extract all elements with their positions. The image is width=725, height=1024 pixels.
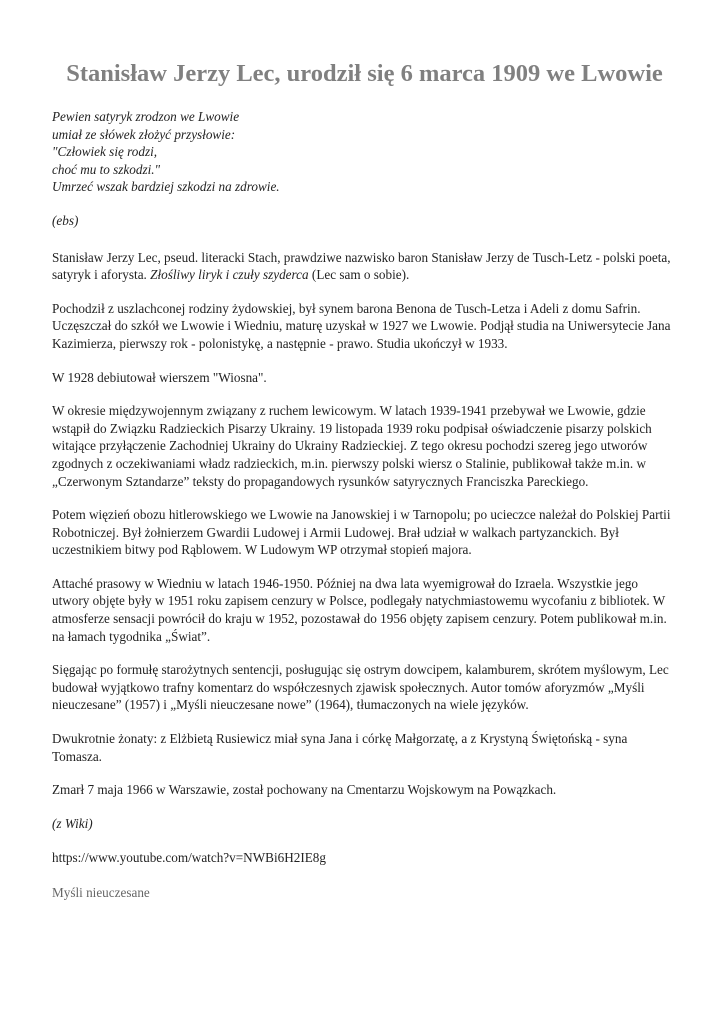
page-title: Stanisław Jerzy Lec, urodził się 6 marca 1909 we Lwowie <box>66 60 663 87</box>
intro-text: Stanisław Jerzy Lec, pseud. literacki Stach, prawdziwe nazwisko baron Stanisław Jerzy de Tusch-Letz - polski poeta, satyryk i aforysta. <box>52 249 671 283</box>
footer-category: Myśli nieuczesane <box>52 885 150 900</box>
poem-line: choć mu to szkodzi." <box>52 161 161 177</box>
paragraph-debut: W 1928 debiutował wierszem "Wiosna". <box>52 369 267 385</box>
paragraph-aphorisms: Sięgając po formułę starożytnych sentencji, posługując się ostrym dowcipem, kalamburem, skrótem myślowym, Lec budował wyjątkowo trafny komentarz do współczesnych zjawisk społecznych. Autor tomów aforyzmów „Myśli nieuczesane” (1957) i „Myśli nieuczesane nowe” (1964), tłumaczonych na wiele języków. <box>52 662 669 713</box>
poem <box>52 108 677 196</box>
paragraph-death: Zmarł 7 maja 1966 w Warszawie, został pochowany na Cmentarzu Wojskowym na Powązkach. <box>52 782 557 798</box>
poem-line: Umrzeć wszak bardziej szkodzi na zdrowie. <box>52 179 280 195</box>
intro-paragraph <box>52 249 677 284</box>
paragraph-war: Potem więzień obozu hitlerowskiego we Lwowie na Janowskiej i w Tarnopolu; po ucieczce należał do Polskiej Partii Robotniczej. Był żołnierzem Gwardii Ludowej i Armii Ludowej. Brał udział w walkach partyzanckich. Był uczestnikiem bitwy pod Rąblowem. W Ludowym WP otrzymał stopień majora. <box>52 507 671 558</box>
paragraph-postwar: Attaché prasowy w Wiedniu w latach 1946-1950. Później na dwa lata wyemigrował do Izraela. Wszystkie jego utwory objęte były w 1951 roku zapisem cenzury w Polsce, podlegały natychmiastowemu wycofaniu z bibliotek. W atmosferze sensacji powrócił do kraju w 1952, pozostawał do 1956 objęty zapisem cenzury. Potem publikował m.in. na łamach tygodnika „Świat”. <box>52 575 667 644</box>
paragraph-family: Dwukrotnie żonaty: z Elżbietą Rusiewicz miał syna Jana i córkę Małgorzatę, a z Krystyną Świętońską - syna Tomasza. <box>52 731 628 764</box>
poem-line: "Człowiek się rodzi, <box>52 144 158 160</box>
intro-quote: Złośliwy liryk i czuły szyderca <box>150 267 309 283</box>
youtube-link[interactable]: https://www.youtube.com/watch?v=NWBi6H2IE8g <box>52 850 326 866</box>
paragraph-interwar: W okresie międzywojennym związany z ruchem lewicowym. W latach 1939-1941 przebywał we Lwowie, gdzie wstąpił do Związku Radzieckich Pisarzy Ukrainy. 19 listopada 1939 roku podpisał oświadczenie pisarzy polskich witające przyłączenie Zachodniej Ukrainy do Ukrainy Radzieckiej. Z tego okresu pochodzi szereg jego utworów zgodnych z oczekiwaniami władz radzieckich, m.in. pierwszy polski wiersz o Stalinie, publikował także m.in. w „Czerwonym Sztandarze” teksty do propagandowych rysunków satyrycznych Franciszka Pareckiego. <box>52 403 652 489</box>
paragraph-origin: Pochodził z uszlachconej rodziny żydowskiej, był synem barona Benona de Tusch-Letza i Adeli z domu Safrin. Uczęszczał do szkół we Lwowie i Wiedniu, maturę uzyskał w 1927 we Lwowie. Podjął studia na Uniwersytecie Jana Kazimierza, pierwszy rok - polonistykę, a następnie - prawo. Studia ukończył w 1933. <box>52 300 671 351</box>
intro-text-end: (Lec sam o sobie). <box>308 267 410 283</box>
document-page <box>52 0 677 902</box>
poem-signature: (ebs) <box>52 212 79 228</box>
poem-line: umiał ze słówek złożyć przysłowie: <box>52 126 236 142</box>
source-note: (z Wiki) <box>52 815 93 831</box>
poem-line: Pewien satyryk zrodzon we Lwowie <box>52 109 240 124</box>
